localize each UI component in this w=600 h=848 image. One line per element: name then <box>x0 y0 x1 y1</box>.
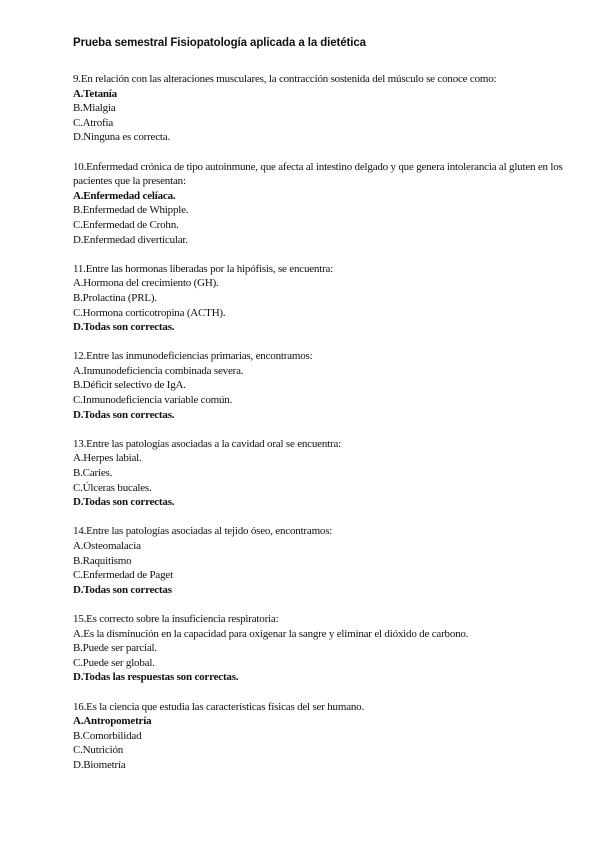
answer-option: B.Raquitismo <box>73 554 132 567</box>
answer-option: D.Todas son correctas. <box>73 408 175 421</box>
question-block <box>73 262 563 335</box>
answer-option: A.Hormona del crecimiento (GH). <box>73 277 219 290</box>
answer-option: C.Puede ser global. <box>73 656 155 669</box>
answer-option: C.Úlceras bucales. <box>73 481 152 494</box>
question-block <box>73 524 563 597</box>
page-title: Prueba semestral Fisiopatología aplicada a la dietética <box>73 37 366 49</box>
answer-option: C.Enfermedad de Paget <box>73 569 173 582</box>
answer-option: D.Enfermedad diverticular. <box>73 233 188 246</box>
answer-option: B.Enfermedad de Whipple. <box>73 204 189 217</box>
question-list <box>73 72 563 787</box>
answer-option: C.Hormona corticotropina (ACTH). <box>73 306 226 319</box>
question-block <box>73 72 563 145</box>
answer-options <box>73 714 563 772</box>
answer-option: D.Todas son correctas <box>73 583 172 596</box>
answer-options <box>73 276 563 334</box>
answer-option: A.Enfermedad celíaca. <box>73 189 176 202</box>
answer-option: C.Enfermedad de Crohn. <box>73 218 179 231</box>
answer-option: C.Inmunodeficiencia variable común. <box>73 394 233 407</box>
question-text: 13.Entre las patologías asociadas a la cavidad oral se encuentra: <box>73 437 341 450</box>
answer-option: D.Ninguna es correcta. <box>73 131 171 144</box>
answer-option: B.Comorbilidad <box>73 729 142 742</box>
answer-options <box>73 539 563 597</box>
answer-option: B.Puede ser parcial. <box>73 642 157 655</box>
answer-options <box>73 87 563 145</box>
question-block <box>73 437 563 510</box>
answer-option: A.Es la disminución en la capacidad para oxigenar la sangre y eliminar el dióxido de carbono. <box>73 627 469 640</box>
question-text: 9.En relación con las alteraciones musculares, la contracción sostenida del músculo se conoce como: <box>73 73 497 85</box>
question-block <box>73 160 563 248</box>
question-block <box>73 612 563 685</box>
answer-option: A.Osteomalacia <box>73 540 141 552</box>
answer-option: B.Mialgia <box>73 102 116 115</box>
answer-option: C.Nutrición <box>73 744 124 757</box>
answer-option: C.Atrofia <box>73 116 114 129</box>
answer-options <box>73 364 563 422</box>
answer-options <box>73 627 563 685</box>
answer-option: A.Inmunodeficiencia combinada severa. <box>73 364 244 377</box>
answer-option: A.Antropometría <box>73 715 152 728</box>
question-text: 15.Es correcto sobre la insuficiencia respiratoria: <box>73 612 279 625</box>
question-text: 12.Entre las inmunodeficiencias primarias, encontramos: <box>73 350 313 363</box>
answer-option: A.Tetanía <box>73 87 117 100</box>
answer-option: B.Déficit selectivo de IgA. <box>73 379 186 392</box>
question-block <box>73 349 563 422</box>
question-text: 14.Entre las patologías asociadas al tejido óseo, encontramos: <box>73 525 333 538</box>
answer-option: B.Prolactina (PRL). <box>73 291 157 304</box>
answer-options <box>73 189 563 247</box>
answer-options <box>73 451 563 509</box>
answer-option: D.Todas son correctas. <box>73 496 175 509</box>
answer-option: D.Biometría <box>73 758 126 771</box>
answer-option: D.Todas las respuestas son correctas. <box>73 671 239 684</box>
question-text: 11.Entre las hormonas liberadas por la hipófisis, se encuentra: <box>73 262 334 275</box>
answer-option: A.Herpes labial. <box>73 452 142 465</box>
question-text: 10.Enfermedad crónica de tipo autoinmune, que afecta al intestino delgado y que genera intolerancia al gluten en los pacientes que la presentan: <box>73 160 563 188</box>
question-text: 16.Es la ciencia que estudia las características físicas del ser humano. <box>73 700 365 713</box>
answer-option: B.Caries. <box>73 467 113 480</box>
question-block <box>73 700 563 773</box>
answer-option: D.Todas son correctas. <box>73 321 175 334</box>
